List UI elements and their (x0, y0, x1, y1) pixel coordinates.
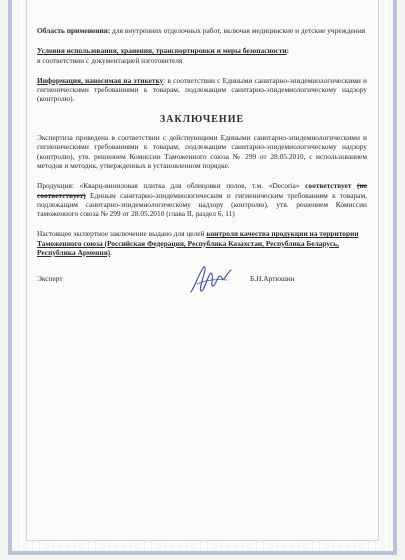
label-info-section (37, 76, 367, 104)
conclusion-paragraph-3 (37, 229, 367, 257)
product-prefix: Продукция: «Кварц-виниловая плитка для облицовки полов, т.м. «Decoria» (37, 181, 300, 191)
signature-row (37, 268, 367, 304)
handwritten-signature (187, 262, 235, 298)
application-label: Область применения: (37, 26, 111, 35)
purpose-text: контроля качества продукции на территории Таможенного союза (Российская Федерация, Республика Казахстан, Республика Беларусь, Республика Армения) (37, 229, 359, 258)
conditions-section (37, 46, 367, 65)
purpose-prefix: Настоящее экспертное заключение выдано для целей (37, 229, 207, 239)
application-section (37, 26, 367, 35)
label-info-label: Информация, наносимая на этикетку (37, 75, 164, 85)
expert-name: Б.Н.Артюшин (250, 274, 295, 284)
purpose-end: . (110, 248, 113, 258)
label-info-text: : в соответствии с Едиными санитарно-эпидемиологическими и гигиеническими требованиями к товарам, подлежащим санитарно-эпидемиологическому надзору (контролю). (37, 75, 367, 104)
expert-role: Эксперт (37, 274, 63, 284)
conditions-label: Условия использования, хранения, транспортировки и меры безопасности (37, 46, 287, 56)
conclusion-paragraph-2 (37, 181, 367, 218)
not-complies-text: (не соответствует) (37, 181, 367, 200)
complies-text: соответствует (305, 181, 352, 191)
conclusion-paragraph-1: Экспертиза проведена в соответствии с действующими Едиными санитарно-эпидемиологическими и гигиеническими требованиями к товарам, подлежащим санитарно-эпидемиологическому надзору (контролю), утв. решением Комиссии Таможенного союза № 299 от 28.05.2010, с использованием методов и методик, утвержденных в установленном порядке. (37, 133, 367, 170)
document-body (37, 26, 367, 304)
conditions-colon: : (286, 46, 290, 56)
application-text: для внутренних отделочных работ, включая медицинские и детские учреждения (110, 26, 366, 35)
conclusion-heading: ЗАКЛЮЧЕНИЕ (159, 113, 245, 125)
conditions-text: в соответствии с документацией изготовителя (37, 55, 183, 65)
conclusion-paragraph-2-rest: Единым санитарно-эпидемиологическим и гигиеническим требованиям к товарам, подлежащим санитарно-эпидемиологическому надзору (контролю), утв. решением Комиссии таможенного союза № 299 от 28.05.2010 (глава II, раздел 6, 11) (37, 190, 367, 219)
